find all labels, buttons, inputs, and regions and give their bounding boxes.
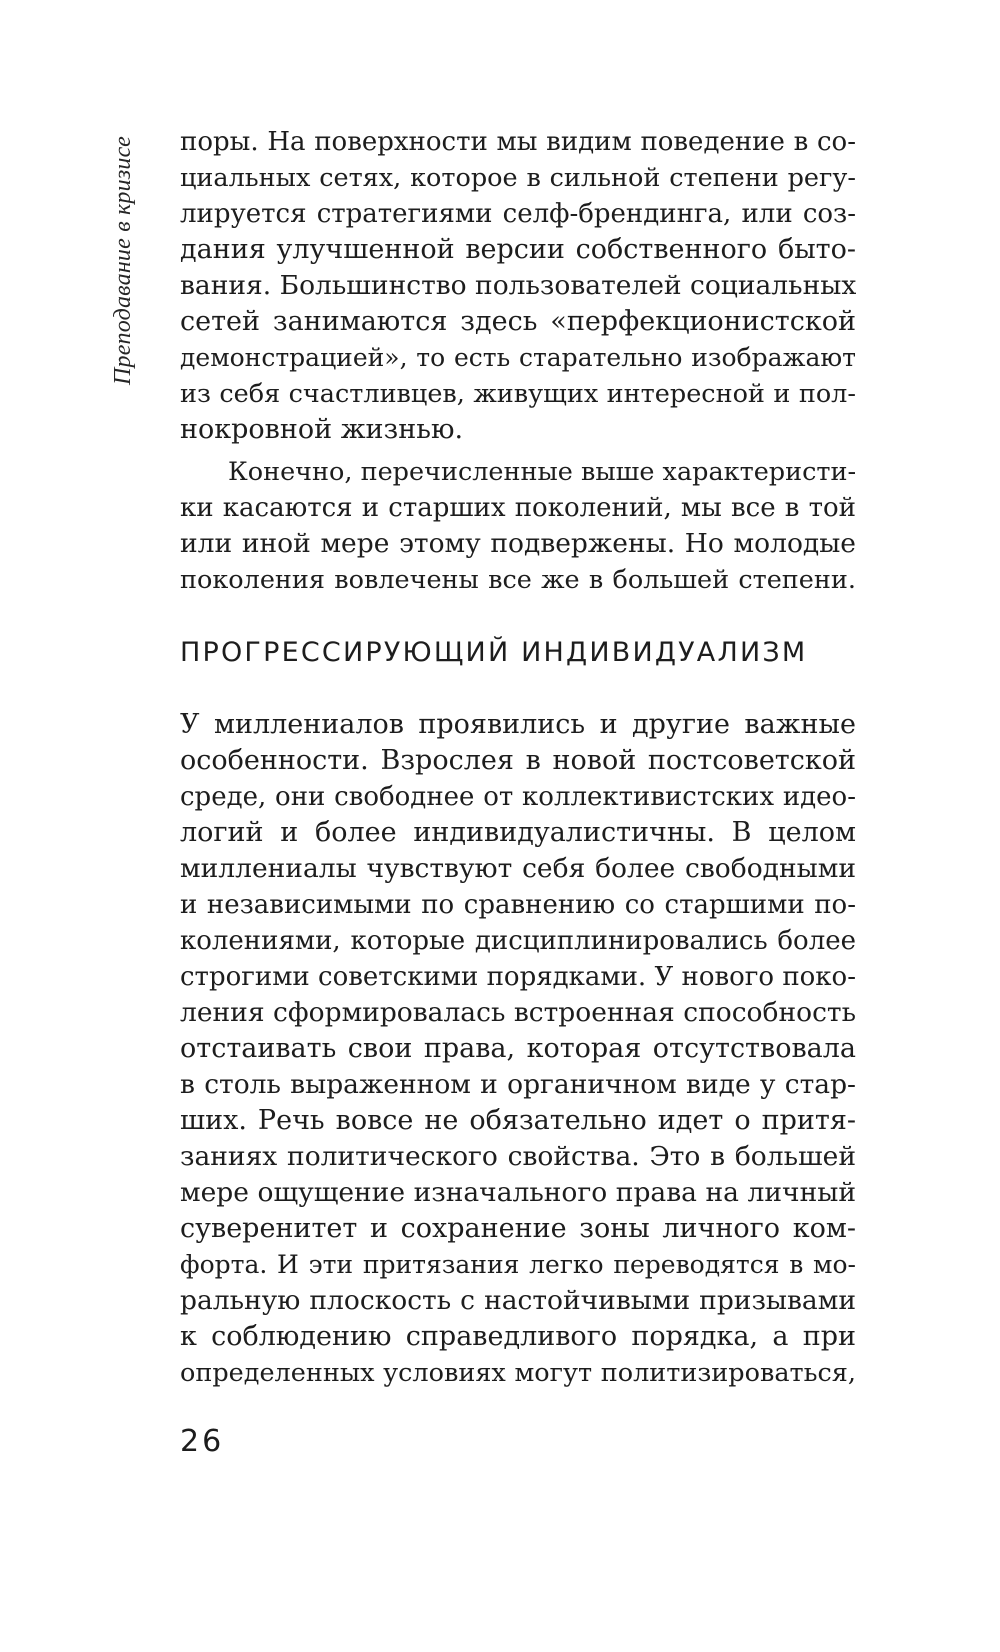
- text-line: ления сформировалась встроенная способность: [180, 997, 856, 1028]
- text-line: ших. Речь вовсе не обязательно идет о притя-: [180, 1105, 856, 1136]
- text-line: суверенитет и сохранение зоны личного ком-: [180, 1213, 856, 1244]
- text-line: ральную плоскость с настойчивыми призывами: [180, 1285, 856, 1316]
- text-line: среде, они свободнее от коллективистских идео-: [180, 782, 856, 812]
- paragraph-1: [180, 124, 856, 448]
- page-number: 26: [180, 1424, 225, 1459]
- text-line: отстаивать свои права, которая отсутствовала: [180, 1033, 856, 1064]
- text-line: логий и более индивидуалистичны. В целом: [180, 817, 856, 848]
- text-line: нокровной жизнью.: [180, 414, 464, 445]
- text-line: вания. Большинство пользователей социальных: [180, 270, 856, 301]
- text-line: Конечно, перечисленные выше характеристи-: [228, 457, 856, 487]
- text-line: поколения вовлечены все же в большей степени.: [180, 565, 856, 595]
- paragraph-2: [180, 454, 856, 598]
- running-head: [107, 136, 139, 436]
- text-line: или иной мере этому подвержены. Но молодые: [180, 528, 856, 559]
- text-line: поры. На поверхности мы видим поведение в со-: [180, 127, 856, 157]
- text-line: ки касаются и старших поколений, мы все в той: [180, 493, 856, 523]
- text-line: заниях политического свойства. Это в большей: [180, 1141, 856, 1172]
- text-line: строгими советскими порядками. У нового поко-: [180, 962, 856, 992]
- section-heading: ПРОГРЕССИРУЮЩИЙ ИНДИВИДУАЛИЗМ: [180, 637, 808, 668]
- text-line: демонстрацией», то есть старательно изображают: [180, 343, 856, 372]
- text-line: миллениалы чувствуют себя более свободными: [180, 853, 856, 884]
- text-line: в столь выраженном и органичном виде у стар-: [180, 1069, 856, 1100]
- text-line: форта. И эти притязания легко переводятся в мо-: [180, 1250, 856, 1279]
- text-line: циальных сетях, которое в сильной степени регу-: [180, 163, 856, 193]
- text-line: лируется стратегиями селф-брендинга, или соз-: [180, 199, 856, 229]
- text-line: сетей занимаются здесь «перфекционистской: [180, 306, 856, 337]
- text-line: У миллениалов проявились и другие важные: [180, 709, 856, 740]
- text-line: мере ощущение изначального права на личный: [180, 1177, 856, 1208]
- text-line: дания улучшенной версии собственного быто-: [180, 234, 856, 265]
- text-line: особенности. Взрослея в новой постсоветской: [180, 745, 856, 776]
- paragraph-3: [180, 707, 856, 1391]
- text-line: определенных условиях могут политизироваться,: [180, 1358, 856, 1388]
- text-line: из себя счастливцев, живущих интересной и пол-: [180, 379, 856, 409]
- text-line: и независимыми по сравнению со старшими по-: [180, 890, 856, 920]
- text-line: колениями, которые дисциплинировались более: [180, 926, 856, 956]
- running-head-text: Преподавание в кризисе: [110, 136, 136, 386]
- text-line: к соблюдению справедливого порядка, а при: [180, 1321, 856, 1352]
